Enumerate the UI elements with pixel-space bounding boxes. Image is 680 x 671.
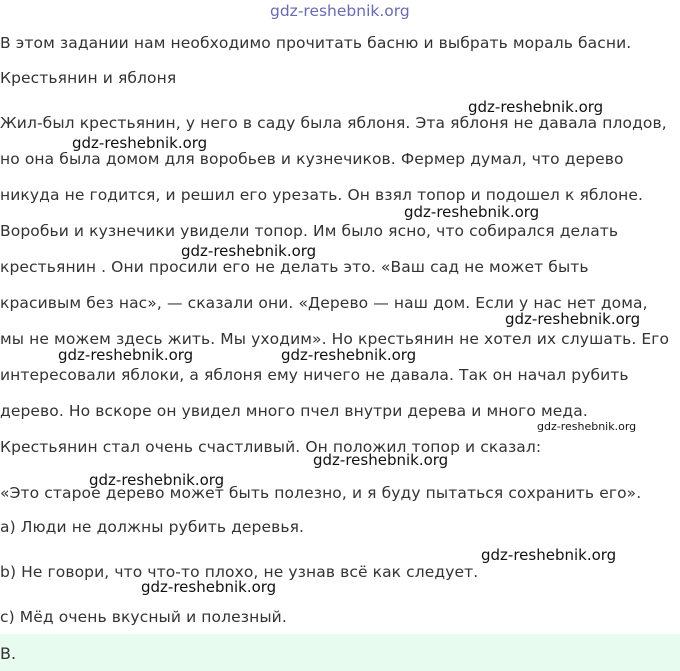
fable-line: интересовали яблоки, а яблоня ему ничего не давала. Так он начал рубить <box>0 366 629 384</box>
fable-line: крестьянин . Они просили его не делать это. «Ваш сад не может быть <box>0 258 589 276</box>
watermark: gdz-reshebnik.org <box>89 471 225 489</box>
fable-line: красивым без нас», — сказали они. «Дерево — наш дом. Если у нас нет дома, <box>0 294 648 312</box>
option-a: a) Люди не должны рубить деревья. <box>0 518 305 536</box>
fable-line: Крестьянин стал очень счастливый. Он положил топор и сказал: <box>0 438 542 456</box>
watermark: gdz-reshebnik.org <box>281 346 417 364</box>
watermark: gdz-reshebnik.org <box>404 203 540 221</box>
task-intro: В этом задании нам необходимо прочитать басню и выбрать мораль басни. <box>0 34 632 52</box>
watermark: gdz-reshebnik.org <box>537 420 637 433</box>
watermark: gdz-reshebnik.org <box>481 546 617 564</box>
watermark: gdz-reshebnik.org <box>141 578 277 596</box>
option-c: c) Мёд очень вкусный и полезный. <box>0 608 287 626</box>
fable-title: Крестьянин и яблоня <box>0 69 177 87</box>
answer-text: В. <box>0 644 17 663</box>
fable-line: Жил-был крестьянин, у него в саду была яблоня. Эта яблоня не давала плодов, <box>0 114 667 132</box>
fable-line: никуда не годится, и решил его урезать. Он взял топор и подошел к яблоне. <box>0 186 644 204</box>
watermark: gdz-reshebnik.org <box>72 134 208 152</box>
fable-line: мы не можем здесь жить. Мы уходим». Но крестьянин не хотел их слушать. Его <box>0 330 670 348</box>
watermark: gdz-reshebnik.org <box>468 98 604 116</box>
fable-line: Воробьи и кузнечики увидели топор. Им было ясно, что собирался делать <box>0 222 619 240</box>
option-b: b) Не говори, что что-то плохо, не узнав всё как следует. <box>0 563 479 581</box>
watermark: gdz-reshebnik.org <box>313 451 449 469</box>
watermark: gdz-reshebnik.org <box>505 310 641 328</box>
fable-line: дерево. Но вскоре он увидел много пчел внутри дерева и много меда. <box>0 402 588 420</box>
watermark: gdz-reshebnik.org <box>270 2 410 20</box>
answer-box <box>0 634 680 671</box>
fable-line: «Это старое дерево может быть полезно, и я буду пытаться сохранить его». <box>0 484 642 502</box>
fable-line: но она была домом для воробьев и кузнечиков. Фермер думал, что дерево <box>0 150 624 168</box>
watermark: gdz-reshebnik.org <box>181 242 317 260</box>
watermark: gdz-reshebnik.org <box>58 346 194 364</box>
